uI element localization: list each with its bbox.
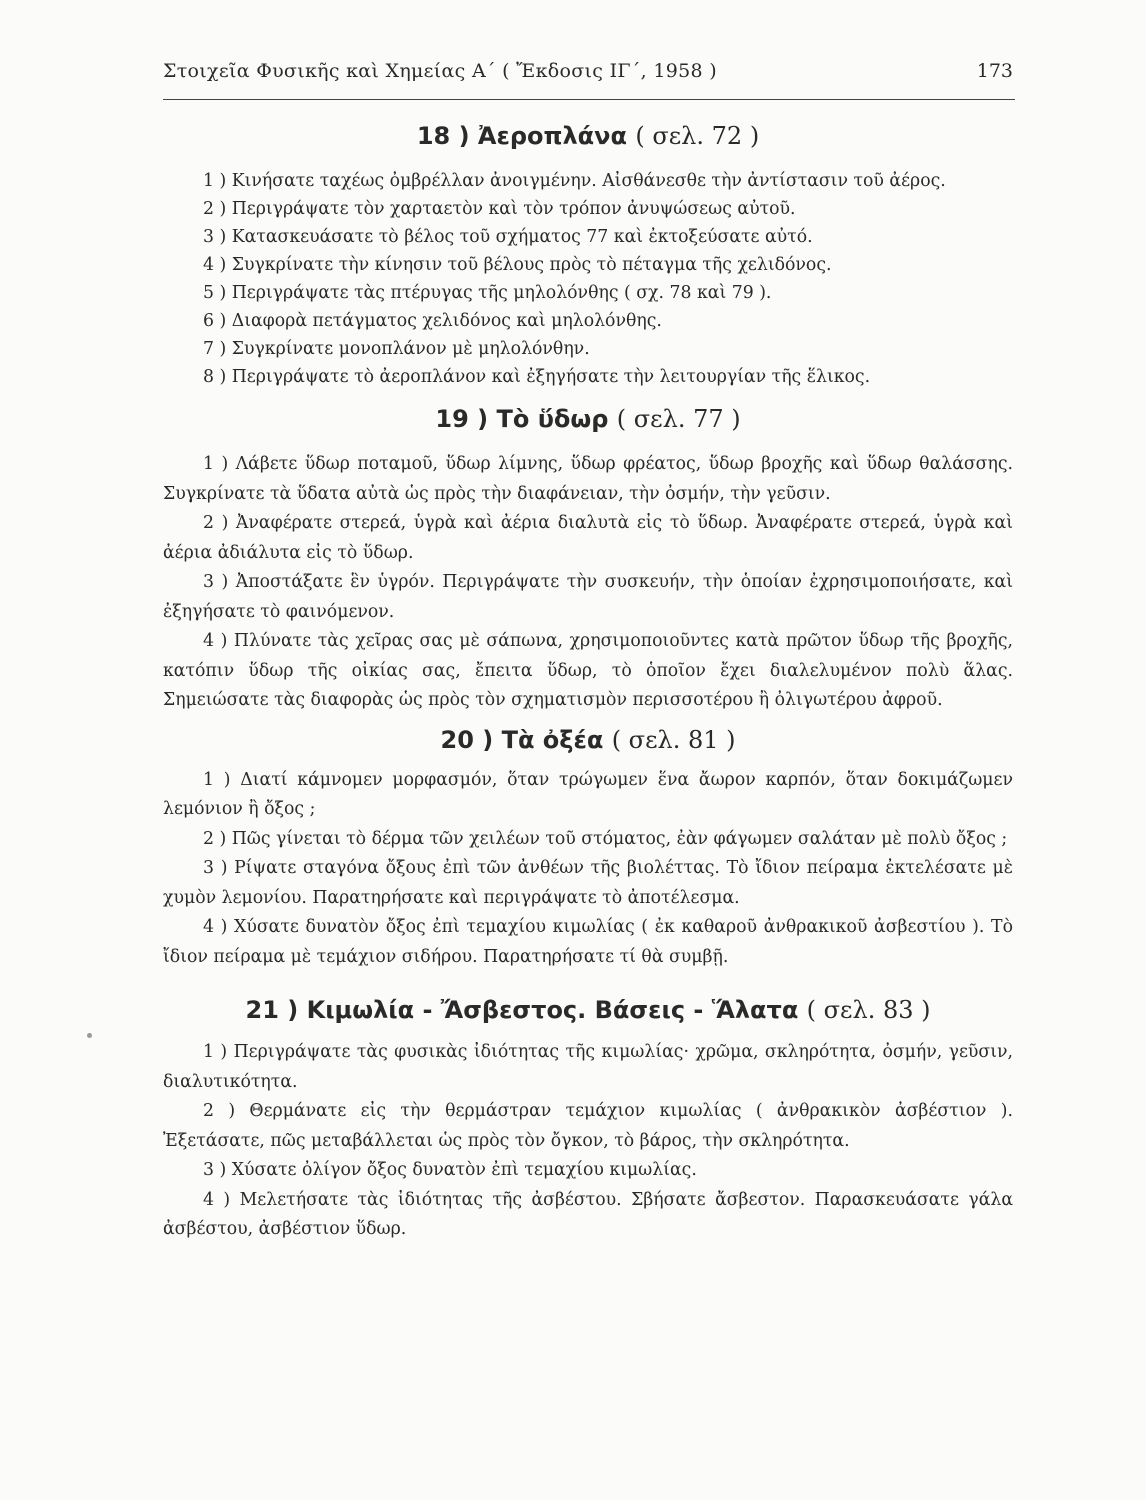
section-heading-18	[163, 122, 1013, 150]
exercise-item: 3 ) Ρίψατε σταγόνα ὄξους ἐπὶ τῶν ἀνθέων τῆς βιολέττας. Τὸ ἴδιον πείραμα ἐκτελέσατε μὲ χυμὸν λεμονίου. Παρατηρήσατε καὶ περιγράψατε τὸ ἀποτέλεσμα.	[163, 858, 1013, 908]
header-rule	[163, 99, 1015, 100]
section-heading-21	[163, 996, 1013, 1024]
running-head	[163, 60, 1013, 96]
section-page-ref: ( σελ. 77 )	[616, 405, 741, 433]
exercise-item: 1 ) Λάβετε ὕδωρ ποταμοῦ, ὕδωρ λίμνης, ὕδωρ φρέατος, ὕδωρ βροχῆς καὶ ὕδωρ θαλάσσης. Συγκρίνατε τὰ ὕδατα αὐτὰ ὡς πρὸς τὴν διαφάνειαν, τὴν ὀσμήν, τὴν γεῦσιν.	[163, 454, 1013, 504]
section-page-ref: ( σελ. 81 )	[611, 725, 736, 754]
section-number: 21 )	[245, 996, 299, 1024]
exercise-item: 2 ) Πῶς γίνεται τὸ δέρμα τῶν χειλέων τοῦ στόματος, ἐὰν φάγωμεν σαλάταν μὲ πολὺ ὄξος ;	[203, 828, 1008, 849]
exercise-item: 7 ) Συγκρίνατε μονοπλάνον μὲ μηλολόνθην.	[203, 339, 590, 359]
exercise-item: 2 ) Θερμάνατε εἰς τὴν θερμάστραν τεμάχιον κιμωλίας ( ἀνθρακικὸν ἀσβέστιον ). Ἐξετάσατε, πῶς μεταβάλλεται ὡς πρὸς τὸν ὄγκον, τὸ βάρος, τὴν σκληρότητα.	[163, 1101, 1013, 1151]
exercise-item: 8 ) Περιγράψατε τὸ ἀεροπλάνον καὶ ἐξηγήσατε τὴν λειτουργίαν τῆς ἕλικος.	[203, 367, 871, 387]
page-number: 173	[976, 60, 1013, 82]
section-heading-20	[163, 726, 1013, 754]
exercise-item: 5 ) Περιγράψατε τὰς πτέρυγας τῆς μηλολόνθης ( σχ. 78 καὶ 79 ).	[203, 283, 772, 303]
section-title: Τὸ ὕδωρ	[496, 405, 609, 433]
exercise-item: 2 ) Ἀναφέρατε στερεά, ὑγρὰ καὶ ἀέρια διαλυτὰ εἰς τὸ ὕδωρ. Ἀναφέρατε στερεά, ὑγρὰ καὶ ἀέρια ἀδιάλυτα εἰς τὸ ὕδωρ.	[163, 513, 1013, 563]
exercise-item: 3 ) Χύσατε ὀλίγον ὄξος δυνατὸν ἐπὶ τεμαχίου κιμωλίας.	[203, 1160, 697, 1180]
exercise-item: 4 ) Πλύνατε τὰς χεῖρας σας μὲ σάπωνα, χρησιμοποιοῦντες κατὰ πρῶτον ὕδωρ τῆς βροχῆς, κατόπιν ὕδωρ τῆς οἰκίας σας, ἔπειτα ὕδωρ, τὸ ὁποῖον ἔχει διαλελυμένον πολὺ ἅλας. Σημειώσατε τὰς διαφορὰς ὡς πρὸς τὸν σχηματισμὸν περισσοτέρου ἢ ὀλιγωτέρου ἀφροῦ.	[163, 631, 1013, 710]
exercise-item: 2 ) Περιγράψατε τὸν χαρταετὸν καὶ τὸν τρόπον ἀνυψώσεως αὐτοῦ.	[203, 199, 796, 219]
exercise-item: 4 ) Συγκρίνατε τὴν κίνησιν τοῦ βέλους πρὸς τὸ πέταγμα τῆς χελιδόνος.	[203, 255, 832, 275]
section-number: 19 )	[435, 405, 489, 433]
section-page-ref: ( σελ. 83 )	[806, 996, 931, 1024]
exercise-item: 6 ) Διαφορὰ πετάγματος χελιδόνος καὶ μηλολόνθης.	[203, 311, 662, 331]
exercise-item: 3 ) Κατασκευάσατε τὸ βέλος τοῦ σχήματος 77 καὶ ἐκτοξεύσατε αὐτό.	[203, 227, 813, 247]
section-heading-19	[163, 405, 1013, 433]
exercise-item: 3 ) Ἀποστάξατε ἓν ὑγρόν. Περιγράψατε τὴν συσκευήν, τὴν ὁποίαν ἐχρησιμοποιήσατε, καὶ ἐξηγήσατε τὸ φαινόμενον.	[163, 572, 1013, 622]
section-number: 18 )	[416, 122, 470, 150]
exercise-item: 1 ) Κινήσατε ταχέως ὀμβρέλλαν ἀνοιγμένην. Αἰσθάνεσθε τὴν ἀντίστασιν τοῦ ἀέρος.	[203, 171, 946, 191]
margin-speck	[87, 1033, 92, 1038]
section-page-ref: ( σελ. 72 )	[635, 122, 760, 150]
page-content	[163, 122, 1013, 1245]
section-title: Ἀεροπλάνα	[477, 122, 628, 150]
section-title: Τὰ ὀξέα	[501, 725, 604, 754]
exercise-item: 4 ) Μελετήσατε τὰς ἰδιότητας τῆς ἀσβέστου. Σβήσατε ἄσβεστον. Παρασκευάσατε γάλα ἀσβέστου, ἀσβέστιον ὕδωρ.	[163, 1189, 1013, 1239]
exercise-item: 1 ) Διατί κάμνομεν μορφασμόν, ὅταν τρώγωμεν ἕνα ἄωρον καρπόν, ὅταν δοκιμάζωμεν λεμόνιον ἢ ὄξος ;	[163, 769, 1013, 819]
exercise-item: 1 ) Περιγράψατε τὰς φυσικὰς ἰδιότητας τῆς κιμωλίας· χρῶμα, σκληρότητα, ὀσμήν, γεῦσιν, διαλυτικότητα.	[163, 1042, 1013, 1092]
running-title: Στοιχεῖα Φυσικῆς καὶ Χημείας Α΄ ( Ἔκδοσις ΙΓ΄, 1958 )	[163, 60, 717, 82]
section-number: 20 )	[440, 725, 494, 754]
section-title: Κιμωλία - Ἄσβεστος. Βάσεις - Ἅλατα	[306, 996, 799, 1024]
exercise-item: 4 ) Χύσατε δυνατὸν ὄξος ἐπὶ τεμαχίου κιμωλίας ( ἐκ καθαροῦ ἀνθρακικοῦ ἀσβεστίου ). Τὸ ἴδιον πείραμα μὲ τεμάχιον σιδήρου. Παρατηρήσατε τί θὰ συμβῇ.	[163, 917, 1013, 967]
